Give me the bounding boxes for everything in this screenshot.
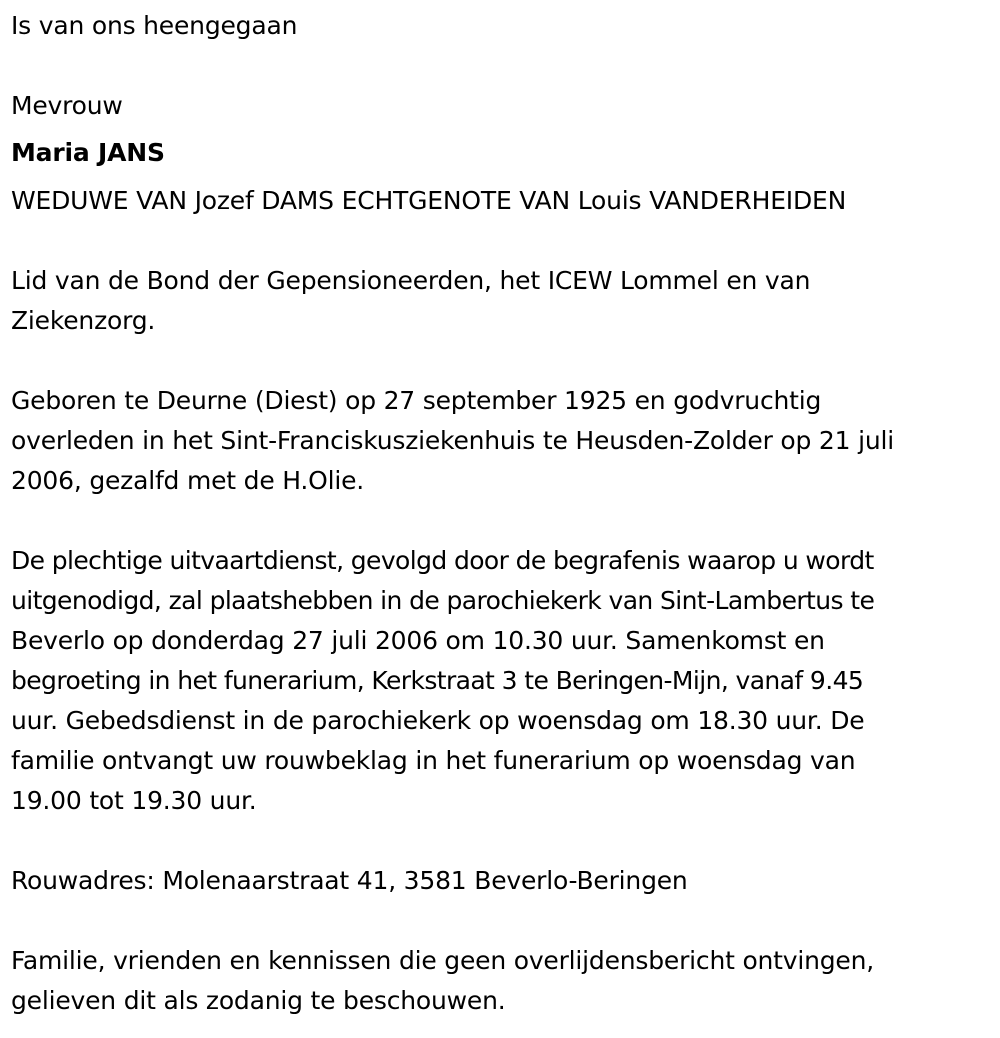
closing-line: Familie, vrienden en kennissen die geen overlijdensbericht ontvingen,	[11, 946, 875, 975]
salutation: Mevrouw	[11, 91, 123, 120]
birth-death-line: 2006, gezalfd met de H.Olie.	[11, 466, 365, 495]
funeral-line: De plechtige uitvaartdienst, gevolgd door de begrafenis waarop u wordt	[11, 546, 874, 575]
membership-line: Ziekenzorg.	[11, 306, 156, 335]
deceased-name: Maria JANS	[11, 138, 165, 167]
spacer	[11, 821, 986, 861]
mourning-address: Rouwadres: Molenaarstraat 41, 3581 Beverlo-Beringen	[11, 866, 688, 895]
closing-line: gelieven dit als zodanig te beschouwen.	[11, 986, 506, 1015]
relations-line: WEDUWE VAN Jozef DAMS ECHTGENOTE VAN Louis VANDERHEIDEN	[11, 186, 847, 215]
funeral-line: 19.00 tot 19.30 uur.	[11, 786, 257, 815]
funeral-line: uur. Gebedsdienst in de parochiekerk op woensdag om 18.30 uur. De	[11, 706, 865, 735]
funeral-line: uitgenodigd, zal plaatshebben in de parochiekerk van Sint-Lambertus te	[11, 586, 875, 615]
spacer	[11, 221, 986, 261]
intro-text: Is van ons heengegaan	[11, 11, 298, 40]
birth-death-line: overleden in het Sint-Franciskusziekenhuis te Heusden-Zolder op 21 juli	[11, 426, 894, 455]
spacer	[11, 501, 986, 541]
funeral-line: familie ontvangt uw rouwbeklag in het funerarium op woensdag van	[11, 746, 856, 775]
death-notice	[11, 6, 986, 1021]
spacer	[11, 901, 986, 941]
birth-death-line: Geboren te Deurne (Diest) op 27 september 1925 en godvruchtig	[11, 386, 822, 415]
spacer	[11, 46, 986, 86]
spacer	[11, 341, 986, 381]
membership-line: Lid van de Bond der Gepensioneerden, het ICEW Lommel en van	[11, 266, 811, 295]
funeral-line: begroeting in het funerarium, Kerkstraat 3 te Beringen-Mijn, vanaf 9.45	[11, 666, 864, 695]
funeral-line: Beverlo op donderdag 27 juli 2006 om 10.30 uur. Samenkomst en	[11, 626, 825, 655]
